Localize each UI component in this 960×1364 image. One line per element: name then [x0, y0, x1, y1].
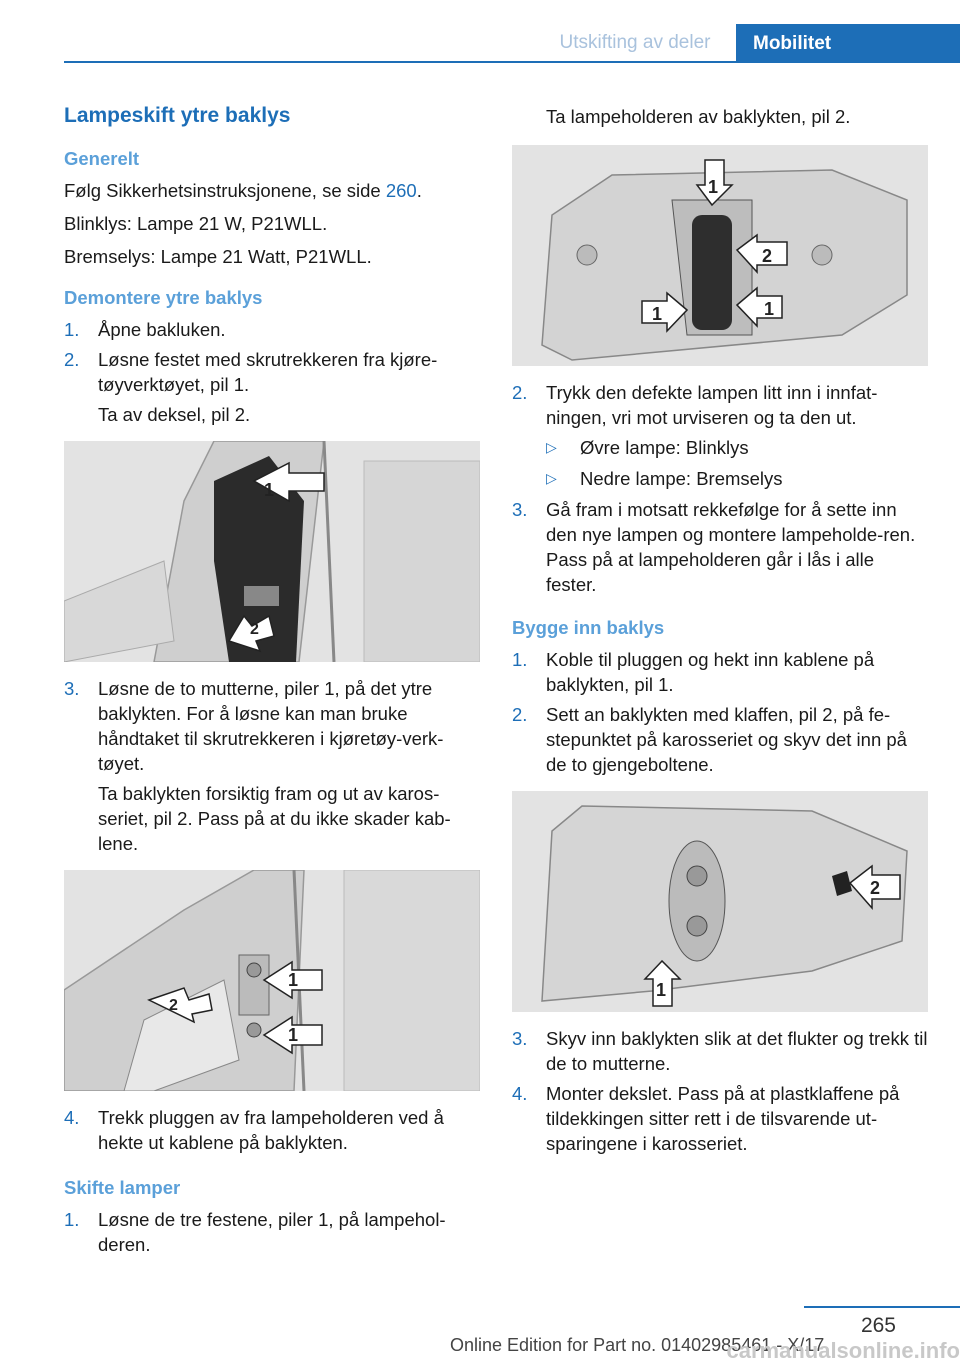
arrow-2-label: 2	[762, 246, 772, 266]
arrow-2-label: 2	[870, 878, 880, 898]
general-paragraph-3: Bremselys: Lampe 21 Watt, P21WLL.	[64, 244, 480, 269]
install-step-2	[512, 702, 928, 777]
install-step-4	[512, 1081, 928, 1156]
arrow-1b-label: 1	[288, 1025, 298, 1045]
right-intro: Ta lampeholderen av baklykten, pil 2.	[546, 104, 928, 129]
right-column	[512, 100, 928, 1161]
bullet-text: Øvre lampe: Blinklys	[580, 435, 749, 460]
step-number: 3.	[512, 1026, 546, 1076]
step-text: Koble til pluggen og hekt inn kablene på baklykten, pil 1.	[546, 647, 928, 697]
tail-light-install-illustration	[512, 791, 928, 1012]
remove-step-4	[64, 1105, 480, 1155]
general-paragraph-1	[64, 178, 480, 203]
arrow-1-top-label: 1	[708, 177, 718, 197]
general-heading: Generelt	[64, 148, 480, 170]
step-text: Monter dekslet. Pass på at plastklaffene på tildekkingen sitter rett i de tilsvarende ut-sparingene i karosseriet.	[546, 1081, 928, 1156]
bullet-upper-lamp	[546, 435, 928, 460]
step-number: 1.	[512, 647, 546, 697]
general-p1-end: .	[417, 180, 422, 201]
remove-step-2	[64, 347, 480, 397]
change-step-1	[64, 1207, 480, 1257]
triangle-bullet-icon: ▷	[546, 466, 580, 491]
lamp-step-2	[512, 380, 928, 430]
arrow-1-label: 1	[264, 480, 274, 500]
remove-step-2-sub: Ta av deksel, pil 2.	[98, 402, 480, 427]
header-chapter-tab[interactable]: Mobilitet	[736, 24, 960, 63]
left-column	[64, 100, 480, 1262]
step-number: 4.	[64, 1105, 98, 1155]
remove-step-3-sub: Ta baklykten forsiktig fram og ut av karos-seriet, pil 2. Pass på at du ikke skader kab-lene.	[98, 781, 480, 856]
step-number: 2.	[64, 347, 98, 397]
step-text: Løsne de tre festene, piler 1, på lampehol-deren.	[98, 1207, 480, 1257]
page-number: 265	[861, 1314, 896, 1338]
step-number: 1.	[64, 1207, 98, 1257]
arrow-1a-label: 1	[288, 970, 298, 990]
step-number: 2.	[512, 380, 546, 430]
page-link-260[interactable]: 260	[386, 180, 417, 201]
install-step-3	[512, 1026, 928, 1076]
step-text: Løsne festet med skrutrekkeren fra kjøre-tøyverktøyet, pil 1.	[98, 347, 480, 397]
remove-heading: Demontere ytre baklys	[64, 287, 480, 309]
step-number: 2.	[512, 702, 546, 777]
bullet-text: Nedre lampe: Bremselys	[580, 466, 783, 491]
figure-install-tail-light	[512, 791, 928, 1012]
step-number: 4.	[512, 1081, 546, 1156]
step-text: Skyv inn baklykten slik at det flukter og trekk til de to mutterne.	[546, 1026, 928, 1076]
step-number: 3.	[64, 676, 98, 776]
step-text: Trykk den defekte lampen litt inn i innfat-ningen, vri mot urviseren og ta den ut.	[546, 380, 928, 430]
general-paragraph-2: Blinklys: Lampe 21 W, P21WLL.	[64, 211, 480, 236]
figure-remove-cover	[64, 441, 480, 662]
step-number: 3.	[512, 497, 546, 597]
lamp-step-3	[512, 497, 928, 597]
change-heading: Skifte lamper	[64, 1177, 480, 1199]
step-text: Trekk pluggen av fra lampeholderen ved å hekte ut kablene på baklykten.	[98, 1105, 480, 1155]
page-number-line	[804, 1306, 960, 1308]
figure-remove-nuts	[64, 870, 480, 1091]
step-text: Gå fram i motsatt rekkefølge for å sette inn den nye lampen og montere lampeholde-ren. Pass på at lampeholderen går i lås i alle fester.	[546, 497, 928, 597]
arrow-1-left-label: 1	[652, 304, 662, 324]
install-step-1	[512, 647, 928, 697]
step-text: Sett an baklykten med klaffen, pil 2, på fe-stepunktet på karosseriet og skyv det inn på de to gjengeboltene.	[546, 702, 928, 777]
page-title: Lampeskift ytre baklys	[64, 104, 480, 128]
tail-light-nuts-illustration	[64, 870, 480, 1091]
triangle-bullet-icon: ▷	[546, 435, 580, 460]
arrow-1-label: 1	[656, 980, 666, 1000]
remove-step-1	[64, 317, 480, 342]
general-p1-text: Følg Sikkerhetsinstruksjonene, se side	[64, 180, 386, 201]
arrow-2-label: 2	[250, 621, 259, 638]
install-heading: Bygge inn baklys	[512, 617, 928, 639]
step-text: Åpne bakluken.	[98, 317, 480, 342]
step-text: Løsne de to mutterne, piler 1, på det ytre baklykten. For å løsne kan man bruke håndtaket til skrutrekkeren i kjøretøy-verk-tøyet.	[98, 676, 480, 776]
bullet-lower-lamp	[546, 466, 928, 491]
lamp-holder-illustration	[512, 145, 928, 366]
arrow-1-right-label: 1	[764, 299, 774, 319]
remove-step-3	[64, 676, 480, 776]
step-number: 1.	[64, 317, 98, 342]
footer-edition: Online Edition for Part no. 01402985461 - X/17	[450, 1335, 824, 1356]
watermark: carmanualsonline.info	[727, 1338, 960, 1364]
arrow-2-label: 2	[169, 997, 178, 1014]
tail-light-cover-illustration	[64, 441, 480, 662]
header-section-tab[interactable]: Utskifting av deler	[534, 24, 736, 61]
figure-lamp-holder	[512, 145, 928, 366]
